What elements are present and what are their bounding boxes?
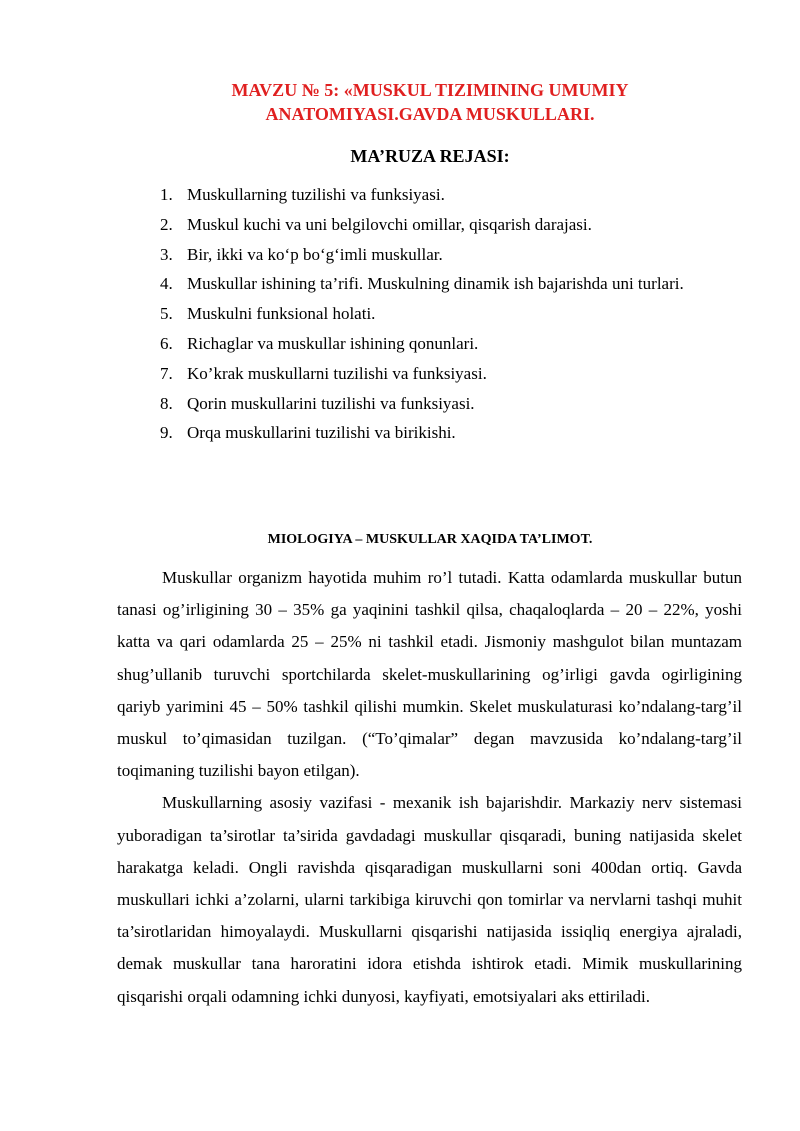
plan-item-number: 9. bbox=[160, 423, 173, 443]
title-line-2: ANATOMIYASI.GAVDA MUSKULLARI. bbox=[265, 104, 595, 124]
plan-item-number: 8. bbox=[160, 393, 173, 413]
plan-item-text: Qorin muskullarini tuzilishi va funksiyasi. bbox=[187, 393, 475, 413]
plan-item-number: 7. bbox=[160, 363, 173, 383]
paragraph: Muskullar organizm hayotida muhim ro’l tutadi. Katta odamlarda muskullar butun tanasi og’irligining 30 – 35% ga yaqinini tashkil qilsa, chaqaloqlarda – 20 – 22%, yoshi katta va qari odamlarda 25 – 25% ni tashkil etadi. Jismoniy mashgulot bilan muntazam shug’ullanib turuvchi sportchilarda skelet-muskullarining og’irligi gavda ogirligining qariyb yarimini 45 – 50% tashkil qilishi mumkin. Skelet muskulaturasi ko’ndalang-targ’il muskul to’qimasidan tuzilgan. (“To’qimalar” degan mavzusida ko’ndalang-targ’il toqimaning tuzilishi bayon etilgan). bbox=[117, 568, 742, 781]
plan-item-text: Orqa muskullarini tuzilishi va birikishi. bbox=[187, 423, 456, 443]
document-title bbox=[0, 78, 800, 126]
plan-item-text: Muskul kuchi va uni belgilovchi omillar, qisqarish darajasi. bbox=[187, 214, 592, 234]
plan-item-text: Muskullarning tuzilishi va funksiyasi. bbox=[187, 185, 445, 204]
plan-item-text: Richaglar va muskullar ishining qonunlari. bbox=[187, 333, 479, 353]
plan-item-number: 3. bbox=[160, 244, 173, 264]
plan-item bbox=[160, 359, 684, 389]
plan-item-number: 1. bbox=[160, 185, 173, 204]
plan-item bbox=[160, 269, 684, 299]
plan-item-number: 2. bbox=[160, 214, 173, 234]
plan-item bbox=[160, 210, 684, 240]
plan-item-text: Ko’krak muskullarni tuzilishi va funksiyasi. bbox=[187, 363, 487, 383]
plan-item bbox=[160, 180, 684, 210]
plan-item-text: Muskullar ishining ta’rifi. Muskulning dinamik ish bajarishda uni turlari. bbox=[187, 274, 684, 294]
title-line-1: MAVZU № 5: «MUSKUL TIZIMINING UMUMIY bbox=[231, 80, 629, 100]
plan-item bbox=[160, 329, 684, 359]
body-text bbox=[117, 562, 742, 1013]
plan-item-number: 5. bbox=[160, 304, 173, 324]
section-heading: MIOLOGIYA – MUSKULLAR XAQIDA TA’LIMOT. bbox=[267, 532, 593, 547]
plan-item bbox=[160, 240, 684, 270]
paragraph: Muskullarning asosiy vazifasi - mexanik ish bajarishdir. Markaziy nerv sistemasi yuboradigan ta’sirotlar ta’sirida gavdadagi muskullar qisqaradi, buning natijasida skelet harakatga keladi. Ongli ravishda qisqaradigan muskullarni soni 400dan ortiq. Gavda muskullari ichki a’zolarni, ularni tarkibiga kiruvchi qon tomirlar va nervlarni tashqi muhit ta’sirotlaridan himoyalaydi. Muskullarni qisqarishi natijasida issiqliq energiya ajraladi, demak muskullar tana haroratini idora etishda ishtirok etadi. Mimik muskullarining qisqarishi orqali odamning ichki dunyosi, kayfiyati, emotsiyalari aks ettiriladi. bbox=[117, 793, 742, 1006]
plan-item-number: 6. bbox=[160, 333, 173, 353]
plan-item bbox=[160, 418, 684, 448]
plan-item bbox=[160, 299, 684, 329]
plan-item-text: Muskulni funksional holati. bbox=[187, 304, 376, 324]
plan-list bbox=[160, 180, 684, 448]
plan-heading: MA’RUZA REJASI: bbox=[350, 146, 510, 166]
plan-item bbox=[160, 389, 684, 419]
plan-item-number: 4. bbox=[160, 274, 173, 294]
plan-item-text: Bir, ikki va ko‘p bo‘g‘imli muskullar. bbox=[187, 244, 443, 264]
